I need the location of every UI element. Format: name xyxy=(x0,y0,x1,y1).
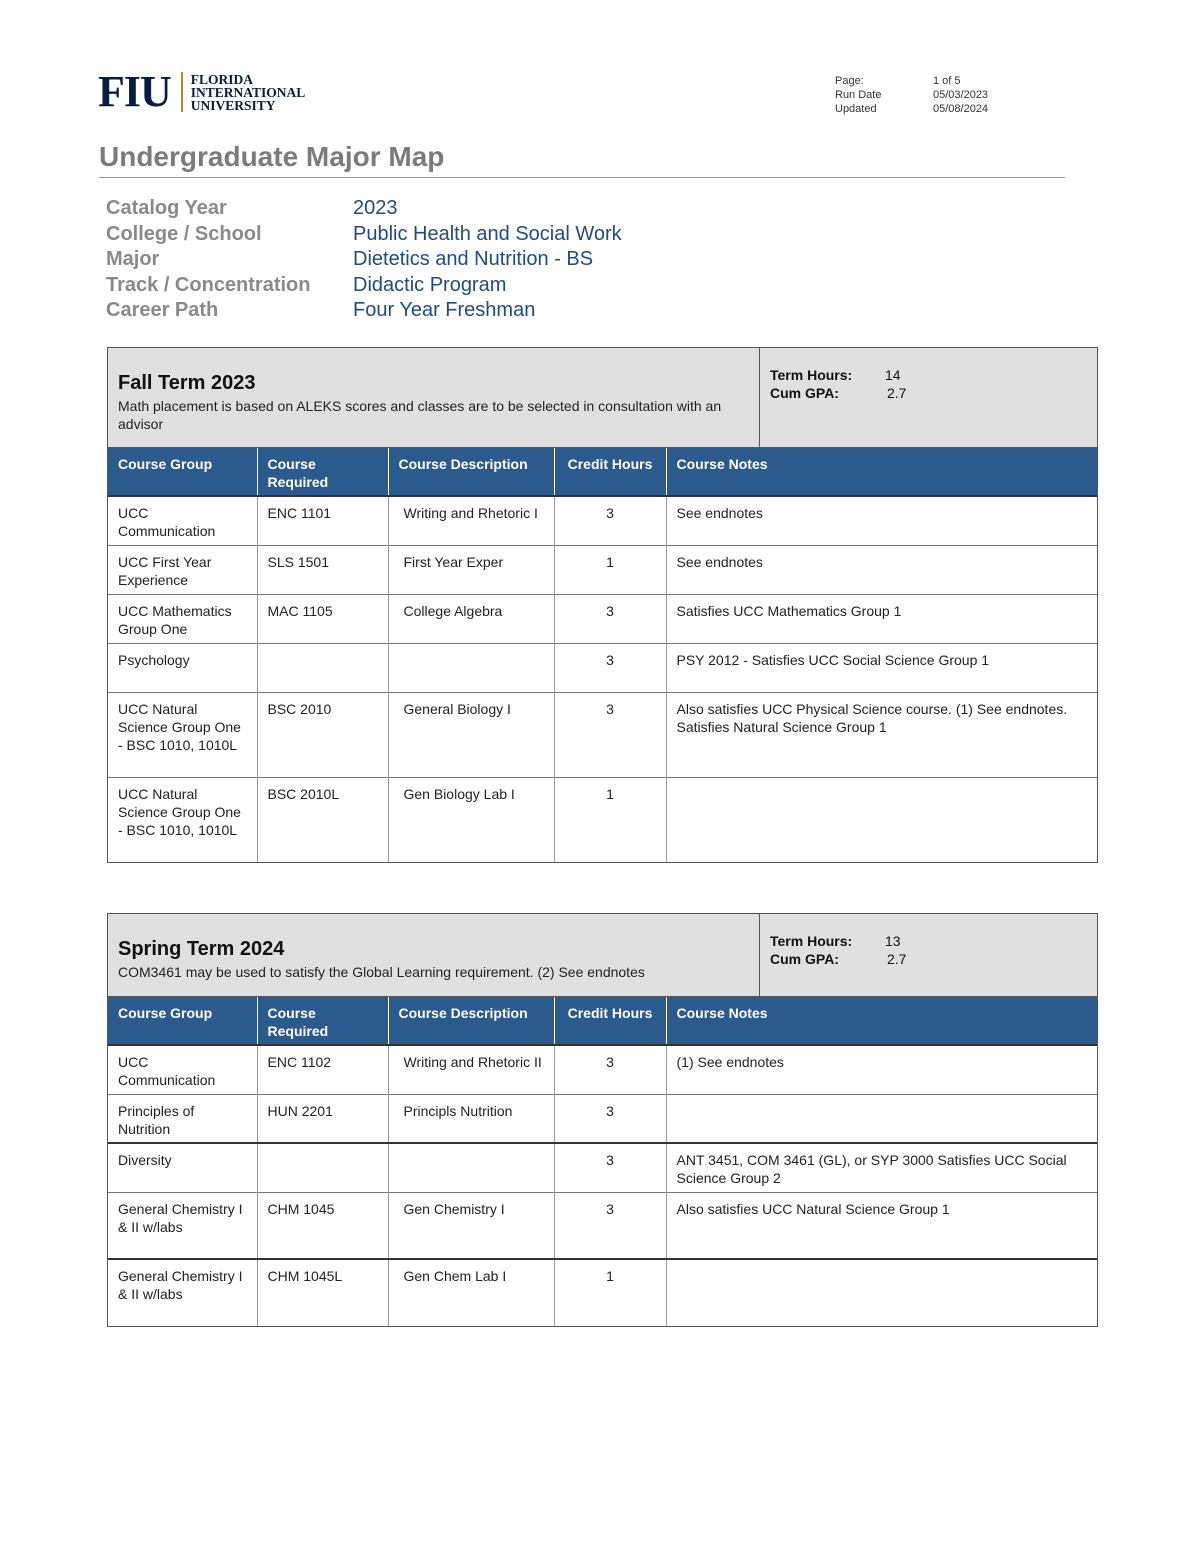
cell-hours: 3 xyxy=(554,692,666,777)
cell-hours: 3 xyxy=(554,594,666,643)
cell-course: CHM 1045L xyxy=(257,1259,388,1326)
logo-name-line: UNIVERSITY xyxy=(190,97,276,113)
cell-group: UCC Communication xyxy=(108,496,257,545)
cell-notes: Also satisfies UCC Natural Science Group 1 xyxy=(666,1192,1097,1259)
cell-description: First Year Exper xyxy=(388,545,554,594)
term-hours-value: 13 xyxy=(885,933,901,949)
column-header: Course Notes xyxy=(666,448,1097,496)
table-row xyxy=(108,1094,1097,1143)
cell-notes: ANT 3451, COM 3461 (GL), or SYP 3000 Satisfies UCC Social Science Group 2 xyxy=(666,1143,1097,1192)
term-hours-value: 14 xyxy=(885,367,901,383)
cell-notes: Also satisfies UCC Physical Science course. (1) See endnotes. Satisfies Natural Science Group 1 xyxy=(666,692,1097,777)
term-header xyxy=(108,348,1097,448)
term-title: Spring Term 2024 xyxy=(118,938,285,960)
cell-course: ENC 1101 xyxy=(257,496,388,545)
table-row xyxy=(108,643,1097,692)
cell-description: General Biology I xyxy=(388,692,554,777)
column-header: Course Group xyxy=(108,448,257,496)
column-header: Course Description xyxy=(388,997,554,1045)
cell-group: UCC Communication xyxy=(108,1045,257,1094)
cell-hours: 3 xyxy=(554,1094,666,1143)
cell-group: General Chemistry I & II w/labs xyxy=(108,1192,257,1259)
cell-description: College Algebra xyxy=(388,594,554,643)
column-header: Course Required xyxy=(257,997,388,1045)
cell-hours: 1 xyxy=(554,545,666,594)
table-row xyxy=(108,692,1097,777)
cell-notes: See endnotes xyxy=(666,496,1097,545)
term-title: Fall Term 2023 xyxy=(118,372,256,394)
cell-course: HUN 2201 xyxy=(257,1094,388,1143)
meta-page: Page: 1 of 5 xyxy=(835,75,961,87)
document-meta xyxy=(835,74,988,116)
cell-hours: 1 xyxy=(554,1259,666,1326)
term-note: COM3461 may be used to satisfy the Global Learning requirement. (2) See endnotes xyxy=(118,964,645,980)
term-note: Math placement is based on ALEKS scores and classes are to be selected in consultation with an advisor xyxy=(118,398,722,432)
cell-description xyxy=(388,1143,554,1192)
cell-notes: (1) See endnotes xyxy=(666,1045,1097,1094)
table-row xyxy=(108,1259,1097,1326)
cell-description: Gen Chem Lab I xyxy=(388,1259,554,1326)
cum-gpa-label: Cum GPA: xyxy=(770,385,839,401)
cell-description: Principls Nutrition xyxy=(388,1094,554,1143)
cell-notes xyxy=(666,777,1097,862)
table-row xyxy=(108,1045,1097,1094)
cell-description: Writing and Rhetoric II xyxy=(388,1045,554,1094)
cell-course: BSC 2010 xyxy=(257,692,388,777)
cell-course xyxy=(257,643,388,692)
column-header: Course Description xyxy=(388,448,554,496)
cell-notes: Satisfies UCC Mathematics Group 1 xyxy=(666,594,1097,643)
table-row xyxy=(108,1143,1097,1192)
cell-description: Gen Biology Lab I xyxy=(388,777,554,862)
course-table xyxy=(108,448,1097,862)
cell-hours: 3 xyxy=(554,496,666,545)
column-header: Credit Hours xyxy=(554,997,666,1045)
cell-group: Diversity xyxy=(108,1143,257,1192)
term-header-left xyxy=(108,348,760,447)
meta-updated: Updated 05/08/2024 xyxy=(835,103,989,115)
info-career-path: Career Path Four Year Freshman xyxy=(106,299,536,321)
info-college: College / School Public Health and Social Work xyxy=(106,222,622,245)
cell-group: General Chemistry I & II w/labs xyxy=(108,1259,257,1326)
logo-abbreviation: FIU xyxy=(98,67,171,116)
term-summary xyxy=(760,348,916,447)
cell-notes xyxy=(666,1094,1097,1143)
cell-group: Psychology xyxy=(108,643,257,692)
term-hours-label: Term Hours: xyxy=(770,367,853,383)
table-header-row xyxy=(108,997,1097,1045)
info-major: Major Dietetics and Nutrition - BS xyxy=(106,248,594,270)
cell-group: UCC Mathematics Group One xyxy=(108,594,257,643)
program-info xyxy=(106,196,622,324)
cell-course: ENC 1102 xyxy=(257,1045,388,1094)
cell-group: UCC First Year Experience xyxy=(108,545,257,594)
column-header: Course Group xyxy=(108,997,257,1045)
table-row xyxy=(108,594,1097,643)
cell-course: SLS 1501 xyxy=(257,545,388,594)
cell-group: UCC Natural Science Group One - BSC 1010, 1010L xyxy=(108,692,257,777)
table-row xyxy=(108,777,1097,862)
cell-course xyxy=(257,1143,388,1192)
cum-gpa-value: 2.7 xyxy=(887,951,907,967)
table-row xyxy=(108,545,1097,594)
term-hours-label: Term Hours: xyxy=(770,933,853,949)
logo-divider xyxy=(181,72,183,112)
meta-run-date: Run Date 05/03/2023 xyxy=(835,89,989,101)
course-table xyxy=(108,997,1097,1326)
cell-group: UCC Natural Science Group One - BSC 1010, 1010L xyxy=(108,777,257,862)
table-row xyxy=(108,1192,1097,1259)
cell-notes: PSY 2012 - Satisfies UCC Social Science Group 1 xyxy=(666,643,1097,692)
cell-description: Gen Chemistry I xyxy=(388,1192,554,1259)
cell-hours: 3 xyxy=(554,1143,666,1192)
column-header: Course Required xyxy=(257,448,388,496)
logo-name-line: FLORIDA xyxy=(190,71,254,87)
term-fall-2023 xyxy=(107,347,1098,863)
cell-hours: 3 xyxy=(554,1045,666,1094)
logo-name-line: INTERNATIONAL xyxy=(190,84,306,100)
cell-course: MAC 1105 xyxy=(257,594,388,643)
cell-notes xyxy=(666,1259,1097,1326)
column-header: Credit Hours xyxy=(554,448,666,496)
cell-notes: See endnotes xyxy=(666,545,1097,594)
term-header xyxy=(108,914,1097,997)
cell-hours: 1 xyxy=(554,777,666,862)
cell-course: CHM 1045 xyxy=(257,1192,388,1259)
title-divider xyxy=(99,177,1065,178)
table-row xyxy=(108,496,1097,545)
page-title: Undergraduate Major Map xyxy=(99,141,445,172)
cell-hours: 3 xyxy=(554,1192,666,1259)
table-header-row xyxy=(108,448,1097,496)
cell-description xyxy=(388,643,554,692)
column-header: Course Notes xyxy=(666,997,1097,1045)
term-header-left xyxy=(108,914,760,996)
info-catalog-year: Catalog Year 2023 xyxy=(106,197,398,219)
cell-group: Principles of Nutrition xyxy=(108,1094,257,1143)
cum-gpa-value: 2.7 xyxy=(887,385,907,401)
cell-course: BSC 2010L xyxy=(257,777,388,862)
info-track: Track / Concentration Didactic Program xyxy=(106,273,507,296)
logo-name xyxy=(191,73,306,112)
term-spring-2024 xyxy=(107,913,1098,1327)
term-summary xyxy=(760,914,916,996)
cum-gpa-label: Cum GPA: xyxy=(770,951,839,967)
university-logo xyxy=(98,67,306,116)
cell-hours: 3 xyxy=(554,643,666,692)
cell-description: Writing and Rhetoric I xyxy=(388,496,554,545)
